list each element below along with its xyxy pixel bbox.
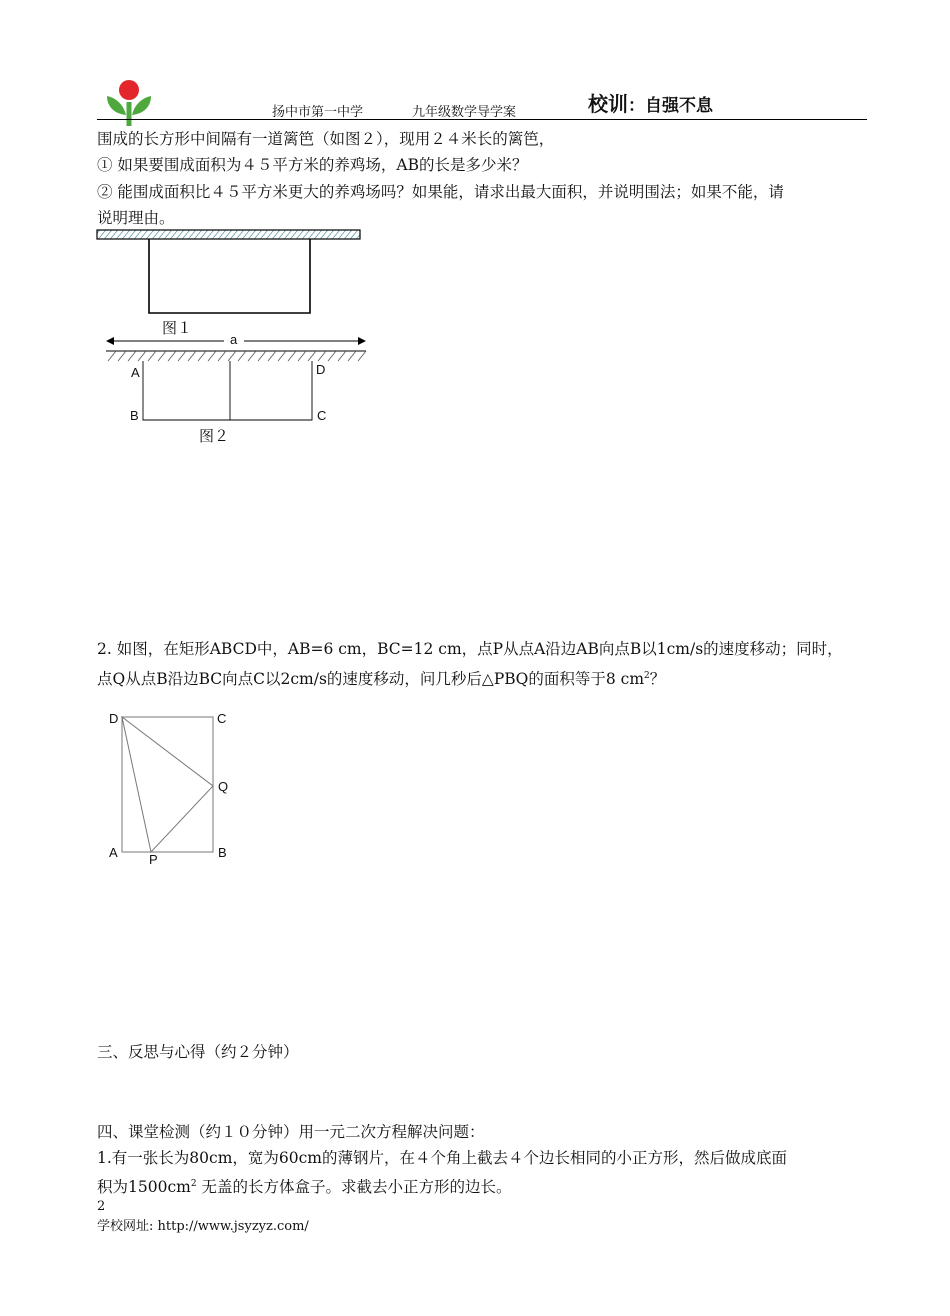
s4-unit-exponent: 2 — [190, 1179, 197, 1189]
p2-label-Q: Q — [218, 779, 229, 794]
fig2-caption: 图２ — [199, 427, 230, 445]
header-school: 扬中市第一中学 — [272, 105, 364, 120]
s4-q1-line2-text: 积为1500cm — [97, 1178, 191, 1197]
p2-label-D: D — [109, 711, 119, 726]
s4-q1-line2 — [97, 1171, 512, 1200]
p2-unit-exponent: 2 — [644, 671, 650, 681]
p2-line2-end: ？ — [649, 670, 666, 689]
triangle-dpq — [122, 717, 213, 852]
logo-left-leaf — [107, 96, 126, 115]
fig1-wall — [97, 230, 360, 239]
header-motto — [588, 88, 713, 117]
rect-abcd — [122, 717, 213, 852]
p1-line3: ② 能围成面积比４５平方米更大的养鸡场吗？如果能，请求出最大面积，并说明围法；如果不能，请 — [97, 183, 784, 201]
p1-line1: 围成的长方形中间隔有一道篱笆（如图２），现用２４米长的篱笆， — [97, 130, 555, 148]
p2-label-A: A — [109, 845, 118, 860]
s4-q1-line2-end: 无盖的长方体盒子。求截去小正方形的边长。 — [196, 1178, 512, 1197]
motto-text: 自强不息 — [645, 96, 713, 116]
p2-label-P: P — [149, 852, 158, 867]
p2-line2 — [97, 663, 665, 692]
fig1-fence — [149, 239, 310, 313]
logo-stem — [127, 102, 132, 126]
fig1-caption: 图１ — [162, 319, 193, 337]
motto-label: 校训 — [588, 92, 628, 116]
figure-rectangle-abcd — [115, 710, 220, 860]
s4-q1-line1: 1.有一张长为80cm，宽为60cm的薄钢片，在４个角上截去４个边长相同的小正方形，然后做成底面 — [97, 1149, 787, 1167]
page-number: 2 — [97, 1199, 106, 1214]
fig2-wall-hatch — [108, 351, 366, 361]
fig2-label-C: C — [317, 408, 327, 423]
p2-line2-text: 点Q从点B沿边BC向点C以2cm/s的速度移动，问几秒后△PBQ的面积等于8 cm — [97, 670, 645, 689]
p2-line1: 2. 如图，在矩形ABCD中，AB=6 cm，BC=12 cm，点P从点A沿边AB向点B以1cm/s的速度移动；同时， — [97, 640, 843, 658]
section4-title: 四、课堂检测（约１０分钟）用一元二次方程解决问题： — [97, 1123, 485, 1141]
header-rule — [97, 119, 867, 120]
p2-label-B: B — [218, 845, 227, 860]
fig2-label-A: A — [131, 365, 140, 380]
p1-line2: ① 如果要围成面积为４５平方米的养鸡场，AB的长是多少米？ — [97, 156, 528, 174]
motto-colon: ： — [628, 96, 645, 116]
school-website: 学校网址: http://www.jsyzyz.com/ — [97, 1219, 309, 1234]
fig2-label-D: D — [316, 362, 326, 377]
p1-line4: 说明理由。 — [97, 209, 175, 227]
logo-red-circle — [119, 80, 139, 100]
p2-label-C: C — [217, 711, 227, 726]
logo-right-leaf — [132, 96, 151, 115]
section3-title: 三、反思与心得（约２分钟） — [97, 1043, 299, 1061]
fig2-label-B: B — [130, 408, 139, 423]
header-course: 九年级数学导学案 — [412, 105, 517, 120]
fig2-label-a: a — [230, 332, 238, 347]
figure-1 — [95, 228, 365, 318]
fig2-fence — [143, 361, 312, 420]
